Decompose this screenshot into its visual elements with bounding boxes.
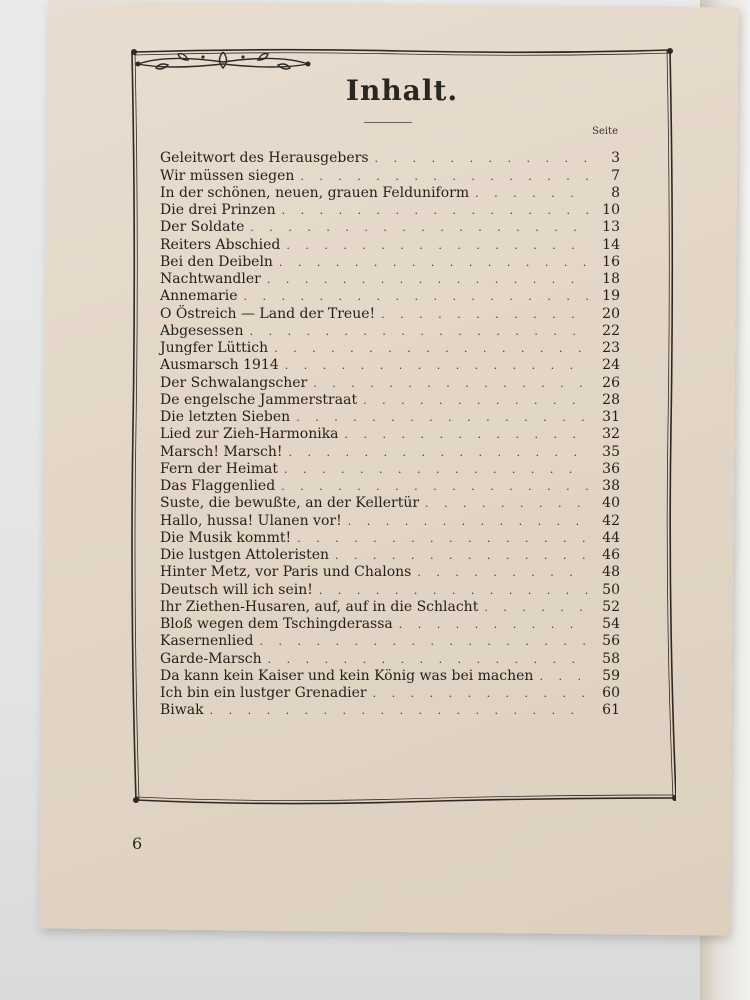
toc-entry (160, 374, 620, 391)
toc-entry-title: Abgesessen (160, 322, 244, 339)
dot-leader (425, 495, 588, 512)
toc-entry-page: 10 (602, 202, 620, 218)
toc-entry-page: 14 (602, 236, 620, 253)
toc-entry-title: Kasernenlied (160, 633, 254, 650)
dot-leader (539, 668, 588, 685)
toc-entry-title: Der Schwalangscher (160, 374, 308, 391)
toc-entry-title: Ausmarsch 1914 (160, 357, 279, 374)
dot-leader (475, 185, 588, 202)
toc-entry-title: Wir müssen siegen (160, 167, 295, 184)
toc-entry-title: Marsch! Marsch! (160, 443, 283, 460)
dot-leader (268, 651, 588, 668)
toc-entry-page: 18 (602, 271, 620, 287)
toc-entry-page: 42 (602, 512, 620, 529)
dot-leader (286, 237, 588, 254)
dot-leader (250, 219, 588, 236)
toc-entry (160, 461, 620, 478)
dot-leader (345, 426, 588, 443)
toc-entry-page: 58 (602, 650, 620, 667)
page-title: Inhalt. (345, 74, 459, 107)
dot-leader (297, 530, 588, 547)
toc-entry (160, 236, 620, 253)
toc-entry-page: 7 (611, 167, 620, 184)
toc-entry (160, 633, 620, 650)
toc-entry (160, 702, 620, 719)
toc-entry-title: Hallo, hussa! Ulanen vor! (160, 512, 342, 529)
toc-entry (160, 478, 620, 495)
dot-leader (484, 599, 588, 616)
dot-leader (335, 547, 588, 564)
page-column-label: Seite (592, 126, 618, 137)
toc-entry-title: Ihr Ziethen-Husaren, auf, auf in die Schlacht (160, 598, 479, 615)
dot-leader (244, 288, 588, 305)
toc-entry-title: Lied zur Zieh-Harmonika (160, 426, 339, 443)
toc-entry-title: De engelsche Jammerstraat (160, 391, 358, 408)
toc-entry (160, 547, 620, 564)
dot-leader (260, 633, 589, 650)
toc-entry (160, 530, 620, 547)
toc-entry (160, 581, 620, 598)
toc-entry-page: 54 (602, 616, 620, 632)
toc-entry (160, 564, 620, 581)
toc-entry-page: 35 (602, 443, 620, 460)
toc-entry (160, 668, 620, 685)
toc-entry-title: Jungfer Lüttich (160, 340, 269, 356)
toc-entry-title: Fern der Heimat (160, 460, 279, 477)
dot-leader (282, 202, 588, 219)
toc-entry-title: Bei den Deibeln (160, 253, 273, 270)
toc-entry-page: 24 (602, 357, 620, 374)
toc-entry-page: 60 (602, 685, 620, 701)
toc-entry-page: 16 (602, 253, 620, 270)
dot-leader (348, 513, 588, 530)
toc-entry-title: Die letzten Sieben (160, 409, 291, 425)
toc-entry (160, 616, 620, 633)
toc-entry-page: 20 (602, 305, 620, 322)
toc-entry (160, 357, 620, 374)
toc-entry-title: Biwak (160, 702, 204, 719)
toc-entry (160, 271, 620, 288)
toc-entry (160, 426, 620, 443)
toc-entry (160, 167, 620, 184)
table-of-contents (160, 150, 620, 719)
toc-entry (160, 650, 620, 667)
toc-entry-title: Garde-Marsch (160, 650, 262, 667)
toc-entry-title: Nachtwandler (160, 271, 261, 287)
toc-entry-title: Der Soldate (160, 219, 245, 236)
dot-leader (399, 616, 588, 633)
toc-entry (160, 409, 620, 426)
toc-entry-page: 36 (602, 460, 620, 477)
toc-entry (160, 443, 620, 460)
dot-leader (373, 685, 588, 702)
dot-leader (279, 254, 588, 271)
toc-entry-page: 46 (602, 547, 620, 563)
toc-entry-title: Die Musik kommt! (160, 529, 292, 546)
dot-leader (296, 409, 588, 426)
toc-entry-title: O Östreich — Land der Treue! (160, 305, 376, 322)
dot-leader (319, 582, 588, 599)
dot-leader (300, 168, 588, 185)
toc-entry (160, 340, 620, 357)
toc-entry-title: Annemarie (160, 288, 238, 305)
toc-entry-page: 28 (602, 391, 620, 408)
toc-entry (160, 305, 620, 322)
toc-entry (160, 392, 620, 409)
toc-entry (160, 512, 620, 529)
toc-entry-page: 61 (602, 702, 620, 719)
floral-ornament-icon (128, 46, 318, 76)
toc-entry-page: 52 (602, 598, 620, 615)
dot-leader (249, 323, 588, 340)
toc-entry-title: Die lustgen Attoleristen (160, 547, 330, 563)
toc-entry-page: 19 (602, 288, 620, 305)
toc-entry-title: Hinter Metz, vor Paris und Chalons (160, 564, 412, 581)
dot-leader (289, 444, 588, 461)
toc-entry-page: 48 (602, 564, 620, 581)
contents-frame (128, 46, 676, 806)
toc-entry-page: 40 (602, 495, 620, 512)
toc-entry-title: Reiters Abschied (160, 236, 281, 253)
dot-leader (281, 478, 588, 495)
toc-entry-page: 38 (602, 478, 620, 494)
toc-entry-title: Deutsch will ich sein! (160, 581, 313, 598)
toc-entry (160, 599, 620, 616)
dot-leader (375, 150, 588, 167)
toc-entry (160, 288, 620, 305)
toc-entry-title: Ich bin ein lustger Grenadier (160, 685, 367, 701)
dot-leader (417, 564, 588, 581)
toc-entry (160, 202, 620, 219)
toc-entry-title: Bloß wegen dem Tschingderassa (160, 616, 393, 632)
toc-entry-page: 56 (602, 633, 620, 650)
toc-entry-page: 23 (602, 340, 620, 356)
toc-entry-page: 26 (602, 374, 620, 391)
dot-leader (274, 340, 588, 357)
toc-entry (160, 185, 620, 202)
dot-leader (284, 461, 588, 478)
toc-entry-page: 59 (602, 667, 620, 684)
toc-entry-title: Das Flaggenlied (160, 478, 276, 494)
toc-entry-page: 13 (602, 219, 620, 236)
toc-entry-page: 31 (602, 409, 620, 425)
toc-entry (160, 323, 620, 340)
page-number: 6 (132, 834, 143, 853)
toc-entry-page: 44 (602, 529, 620, 546)
toc-entry (160, 685, 620, 702)
toc-entry-page: 22 (602, 322, 620, 339)
toc-entry (160, 219, 620, 236)
toc-entry-page: 8 (611, 184, 620, 201)
toc-entry-title: In der schönen, neuen, grauen Felduniform (160, 184, 470, 201)
dot-leader (363, 392, 588, 409)
toc-entry (160, 495, 620, 512)
toc-entry-title: Geleitwort des Herausgebers (160, 150, 369, 167)
dot-leader (313, 375, 588, 392)
toc-entry-title: Suste, die bewußte, an der Kellertür (160, 495, 420, 512)
dot-leader (285, 357, 588, 374)
title-rule (364, 122, 412, 123)
toc-entry-page: 32 (602, 426, 620, 443)
toc-entry (160, 254, 620, 271)
dot-leader (381, 306, 588, 323)
dot-leader (267, 271, 588, 288)
toc-entry-title: Die drei Prinzen (160, 202, 276, 218)
toc-entry-page: 3 (611, 150, 620, 167)
toc-entry-page: 50 (602, 581, 620, 598)
toc-entry-title: Da kann kein Kaiser und kein König was bei machen (160, 667, 534, 684)
toc-entry (160, 150, 620, 167)
dot-leader (210, 702, 588, 719)
